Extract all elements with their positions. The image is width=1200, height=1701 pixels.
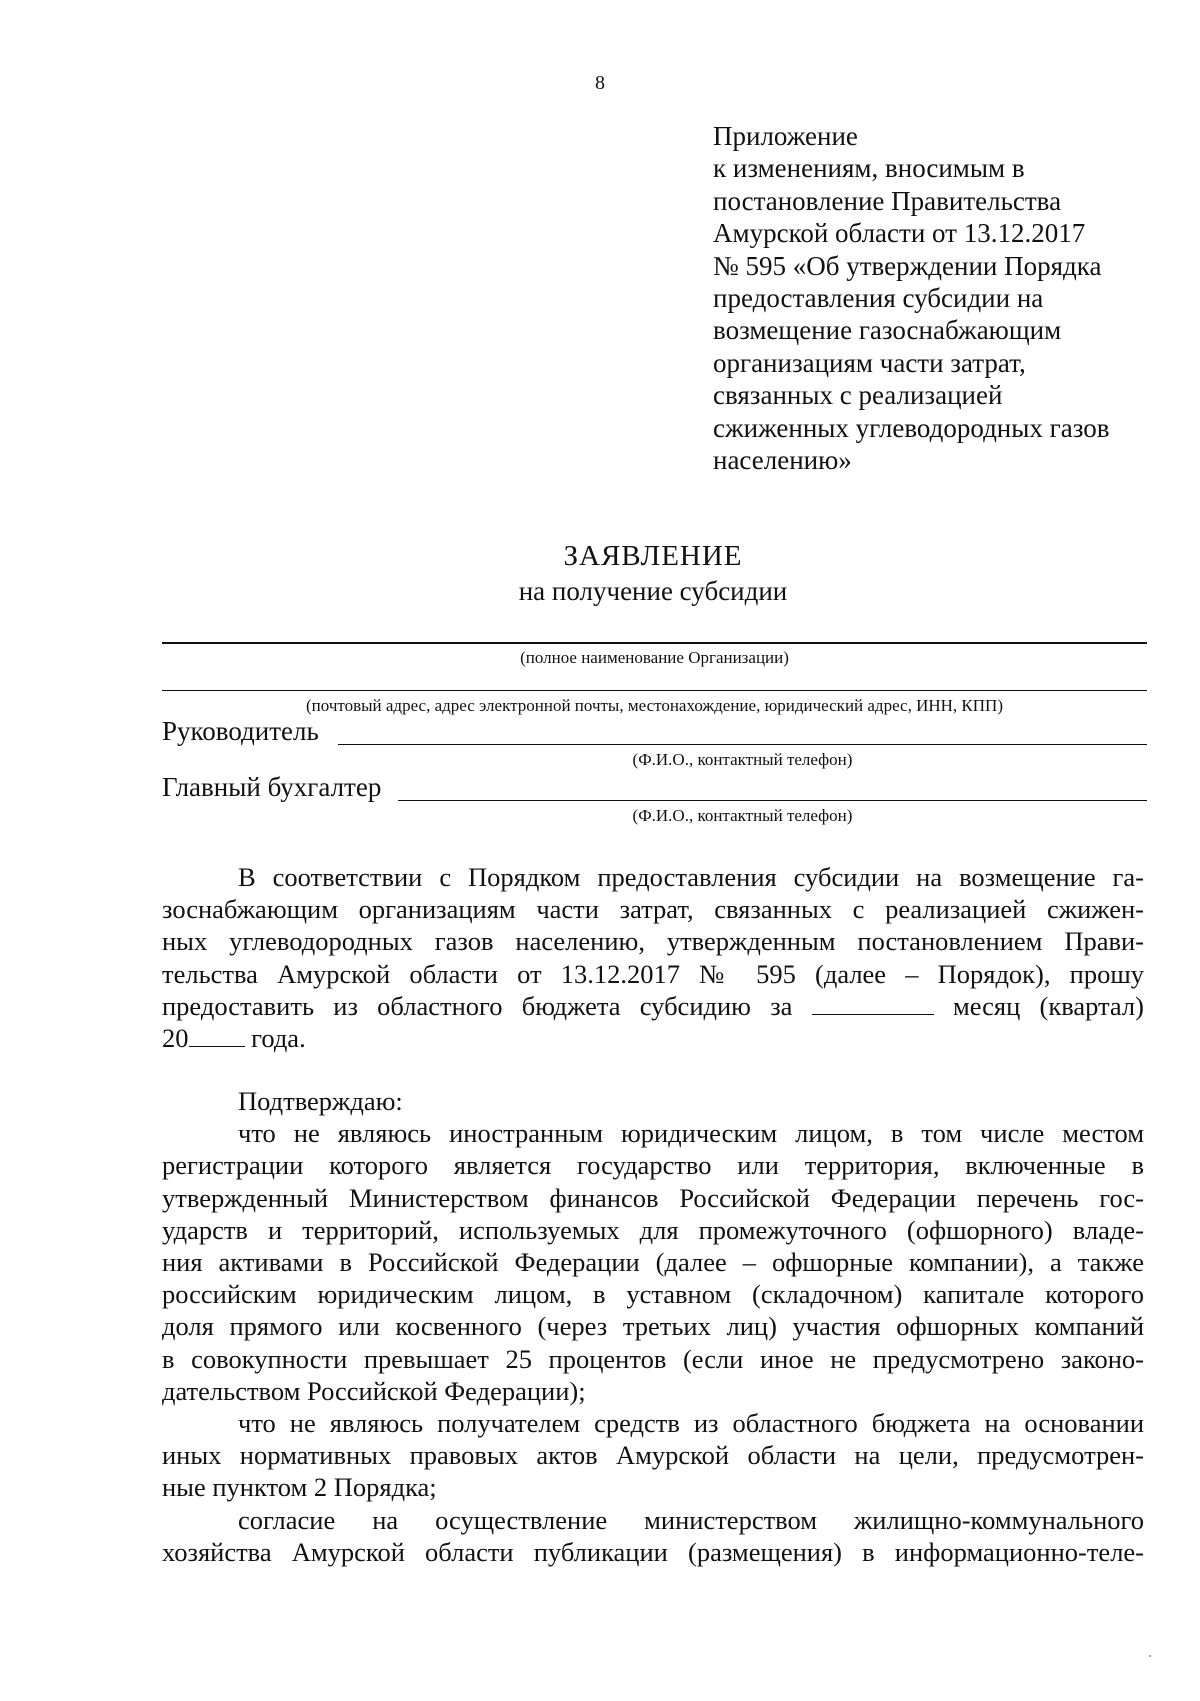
org-name-caption: (полное наименование Организации) xyxy=(520,648,789,667)
request-line: тельства Амурской области от 13.12.2017 № 595 (далее – Порядок), прошу xyxy=(162,958,1144,989)
request-line xyxy=(162,1022,1144,1054)
confirm-line: регистрации которого является государство или территория, включенные в xyxy=(162,1150,1144,1181)
confirm-line: хозяйства Амурской области публикации (размещения) в информационно-теле- xyxy=(162,1536,1144,1567)
appendix-line: связанных с реализацией xyxy=(713,380,1003,411)
year-suffix: года. xyxy=(251,1023,306,1054)
year-blank xyxy=(189,1045,245,1047)
appendix-line: к изменениям, вносимым в xyxy=(713,153,1025,184)
accountant-caption: (Ф.И.О., контактный телефон) xyxy=(632,806,853,825)
head-line xyxy=(338,744,1147,745)
request-line: В соответствии с Порядком предоставления субсидии на возмещение га- xyxy=(238,862,1144,892)
confirm-line: иных нормативных правовых актов Амурской области на цели, предусмотрен- xyxy=(162,1440,1144,1471)
confirm-line: утвержденный Министерством финансов Российской Федерации перечень гос- xyxy=(162,1182,1144,1213)
confirm-line: согласие на осуществление министерством жилищно-коммунального xyxy=(238,1504,1144,1535)
confirm-line: ударств и территорий, используемых для промежуточного (офшорного) владе- xyxy=(162,1214,1144,1245)
appendix-line: населению» xyxy=(713,445,852,476)
request-line: зоснабжающим организациям части затрат, связанных с реализацией сжижен- xyxy=(162,894,1144,925)
head-caption: (Ф.И.О., контактный телефон) xyxy=(632,750,853,769)
confirm-line: российским юридическим лицом, в уставном (складочном) капитале которого xyxy=(162,1279,1144,1310)
address-caption: (почтовый адрес, адрес электронной почты, местонахождение, юридический адрес, ИНН, КПП) xyxy=(306,696,1003,715)
request-line xyxy=(162,990,1144,1022)
confirm-line: доля прямого или косвенного (через третьих лиц) участия офшорных компаний xyxy=(162,1311,1144,1342)
request-line-text: предоставить из областного бюджета субсидию за xyxy=(162,990,793,1021)
confirm-section xyxy=(162,1085,1144,1568)
appendix-line: постановление Правительства xyxy=(713,185,1062,216)
confirm-line: что не являюсь иностранным юридическим лицом, в том числе местом xyxy=(238,1118,1144,1149)
document-subtitle: на получение субсидии xyxy=(518,576,788,606)
year-prefix: 20 xyxy=(162,1023,189,1054)
confirm-heading: Подтверждаю: xyxy=(238,1086,403,1116)
confirm-line: ные пунктом 2 Порядка; xyxy=(162,1472,437,1503)
appendix-line: возмещение газоснабжающим xyxy=(713,315,1062,346)
scan-speck xyxy=(1149,1655,1151,1657)
request-line-text: месяц (квартал) xyxy=(952,990,1144,1021)
appendix-line: сжиженных углеводородных газов xyxy=(713,412,1110,443)
month-blank xyxy=(812,1013,934,1015)
appendix-line: № 595 «Об утверждении Порядка xyxy=(713,250,1102,281)
appendix-line: предоставления субсидии на xyxy=(713,283,1044,314)
confirm-line: что не являюсь получателем средств из областного бюджета на основании xyxy=(238,1408,1144,1439)
appendix-line: Приложение xyxy=(713,121,858,151)
confirm-line: дательством Российской Федерации); xyxy=(162,1375,586,1406)
confirm-line: в совокупности превышает 25 процентов (если иное не предусмотрено законо- xyxy=(162,1343,1144,1374)
appendix-line: Амурской области от 13.12.2017 xyxy=(713,218,1086,249)
head-label: Руководитель xyxy=(162,716,319,746)
accountant-label: Главный бухгалтер xyxy=(162,772,382,802)
accountant-line xyxy=(398,800,1147,801)
appendix-line: организациям части затрат, xyxy=(713,347,1026,378)
page-number: 8 xyxy=(595,72,605,94)
request-paragraph xyxy=(162,861,1144,1054)
org-name-line xyxy=(162,642,1147,644)
request-line: ных углеводородных газов населению, утвержденным постановлением Прави- xyxy=(162,926,1144,957)
document-title: ЗАЯВЛЕНИЕ xyxy=(563,540,743,572)
confirm-line: ния активами в Российской Федерации (далее – офшорные компании), а также xyxy=(162,1247,1144,1278)
address-line xyxy=(162,690,1147,691)
appendix-block xyxy=(713,120,1153,476)
